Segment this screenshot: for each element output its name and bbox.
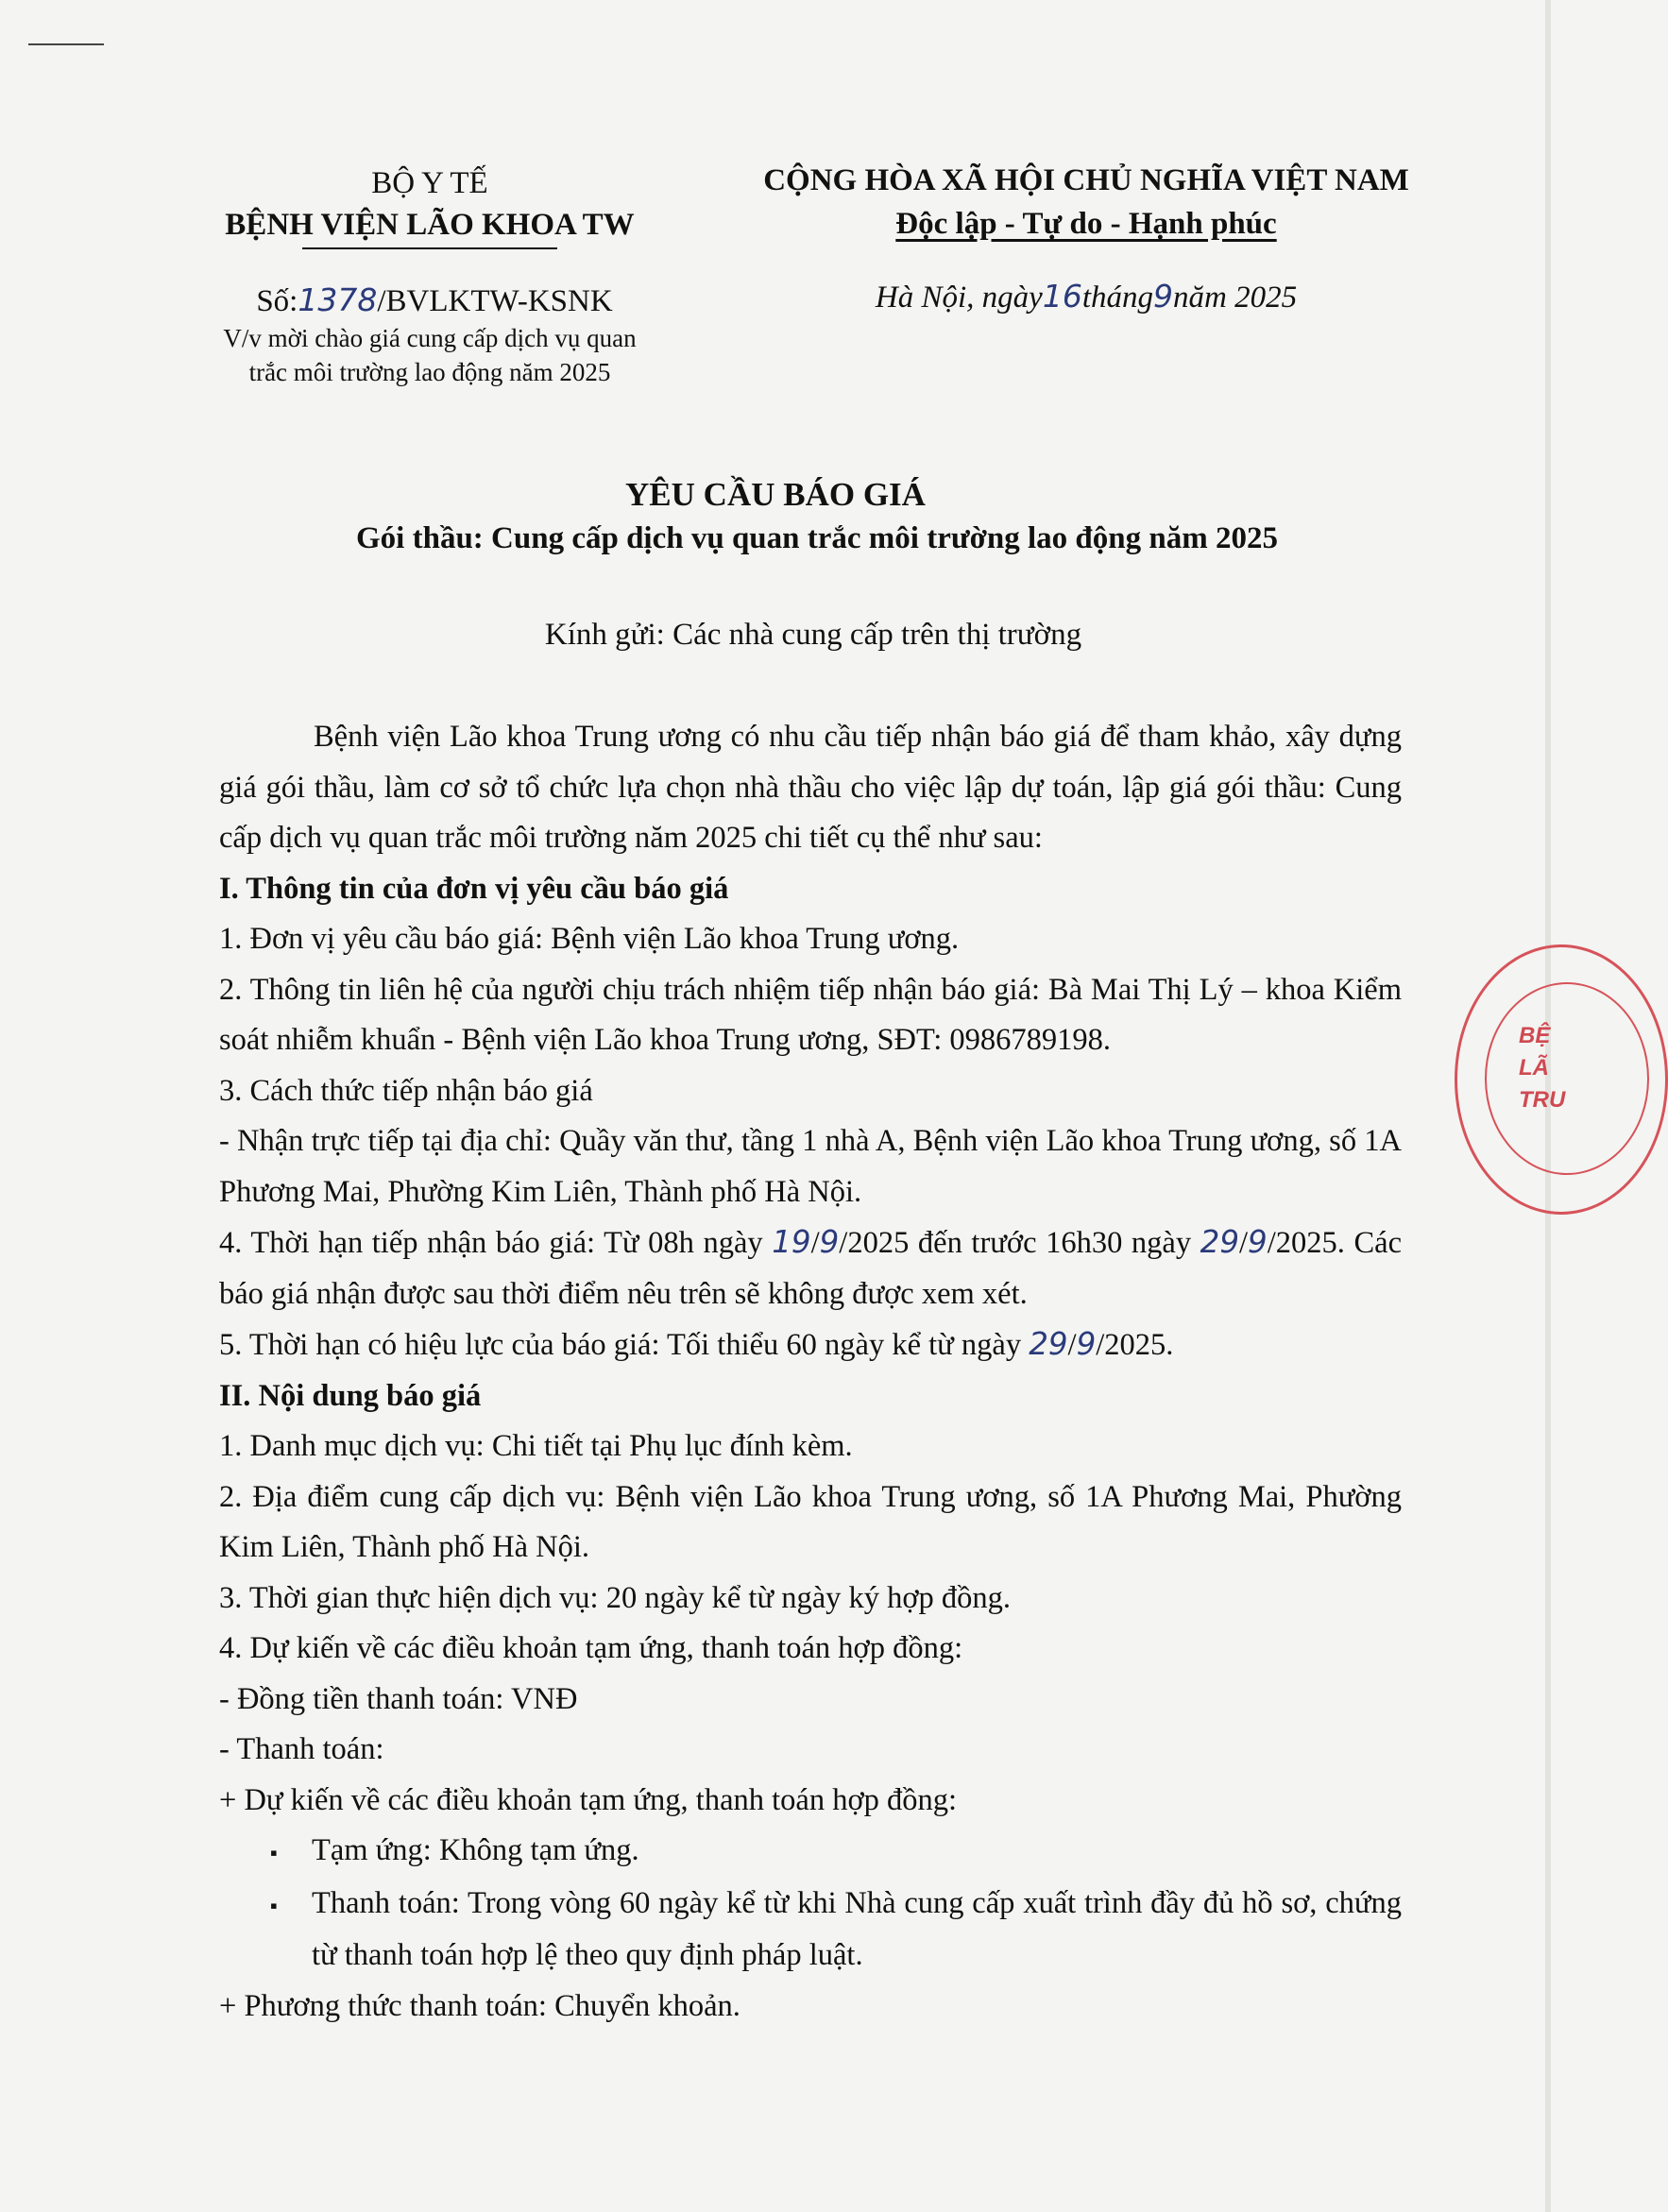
item4-day-2: 29 (1200, 1224, 1240, 1260)
hospital-name: BỆNH VIỆN LÃO KHOA TW (225, 208, 635, 242)
section-2-item-1: 1. Danh mục dịch vụ: Chi tiết tại Phụ lục đính kèm. (219, 1429, 853, 1463)
place-date-prefix: Hà Nội, ngày (875, 281, 1043, 315)
document-title: YÊU CẦU BÁO GIÁ (625, 476, 926, 513)
section-2-item-2: 2. Địa điểm cung cấp dịch vụ: Bệnh viện Lão khoa Trung ương, số 1A Phương Mai, Phường Kim Liên, Thành phố Hà Nội. (219, 1479, 1402, 1564)
docno-suffix: /BVLKTW-KSNK (377, 284, 613, 318)
section-1-item-2: 2. Thông tin liên hệ của người chịu trách nhiệm tiếp nhận báo giá: Bà Mai Thị Lý – khoa Kiểm soát nhiễm khuẩn - Bệnh viện Lão khoa Trung ương, SĐT: 0986789198. (219, 972, 1402, 1057)
item5-month: 9 (1076, 1326, 1097, 1362)
seal-text-line-2: LÃ (1519, 1055, 1549, 1080)
bullet-advance-text: Tạm ứng: Không tạm ứng. (312, 1833, 639, 1867)
item5-text-b: / (1067, 1328, 1077, 1362)
issuing-agency (208, 162, 652, 249)
subject-line-2: trắc môi trường lao động năm 2025 (248, 358, 611, 386)
item4-month-1: 9 (819, 1224, 840, 1260)
docno-handwritten: 1378 (298, 281, 378, 318)
document-subject (208, 321, 652, 389)
section-1-item-5 (219, 1319, 1402, 1371)
document-number (236, 280, 633, 322)
subject-line-1: V/v mời chào giá cung cấp dịch vụ quan (223, 324, 637, 352)
item4-text-b: / (810, 1226, 820, 1260)
section-1-item-4 (219, 1217, 1402, 1319)
place-date (737, 276, 1436, 318)
item4-text-e: / (1239, 1226, 1249, 1260)
section-1-heading: I. Thông tin của đơn vị yêu cầu báo giá (219, 871, 729, 906)
intro-paragraph: Bệnh viện Lão khoa Trung ương có nhu cầu tiếp nhận báo giá để tham khảo, xây dựng giá gói thầu, làm cơ sở tổ chức lựa chọn nhà thầu cho việc lập dự toán, lập giá gói thầu: Cung cấp dịch vụ quan trắc môi trường năm 2025 chi tiết cụ thể như sau: (219, 720, 1402, 855)
day-handwritten: 16 (1042, 278, 1082, 315)
payment-terms: + Dự kiến về các điều khoản tạm ứng, thanh toán hợp đồng: (219, 1782, 958, 1817)
greeting: Kính gửi: Các nhà cung cấp trên thị trường (544, 618, 1082, 652)
package-name: Gói thầu: Cung cấp dịch vụ quan trắc môi trường lao động năm 2025 (356, 521, 1278, 555)
item5-text-c: /2025. (1096, 1328, 1174, 1362)
payment-currency: - Đồng tiền thanh toán: VNĐ (219, 1681, 578, 1716)
country-name: CỘNG HÒA XÃ HỘI CHỦ NGHĨA VIỆT NAM (763, 163, 1409, 197)
payment-label: - Thanh toán: (219, 1732, 384, 1766)
section-2-item-3: 3. Thời gian thực hiện dịch vụ: 20 ngày kể từ ngày ký hợp đồng. (219, 1580, 1012, 1615)
header-underline (302, 247, 557, 249)
item5-text-a: 5. Thời hạn có hiệu lực của báo giá: Tối thiểu 60 ngày kể từ ngày (219, 1328, 1030, 1362)
item4-text-c: /2025 đến trước 16h30 ngày (839, 1226, 1200, 1260)
bullet-icon: ▪ (270, 1893, 278, 1917)
item4-text-f: /2025. Các báo giá nhận được sau thời điểm nêu trên sẽ không được xem xét. (219, 1226, 1402, 1311)
year-label: năm 2025 (1173, 281, 1298, 315)
red-seal-text (1519, 1020, 1566, 1116)
ministry-name: BỘ Y TẾ (371, 166, 488, 200)
document-body (219, 712, 1402, 2032)
seal-text-line-3: TRU (1519, 1087, 1566, 1113)
red-seal-inner-ring (1485, 982, 1649, 1175)
scan-mark (28, 43, 104, 45)
month-label: tháng (1081, 281, 1153, 315)
month-handwritten: 9 (1153, 278, 1173, 315)
item5-day: 29 (1029, 1326, 1068, 1362)
bullet-payment-text: Thanh toán: Trong vòng 60 ngày kể từ khi Nhà cung cấp xuất trình đầy đủ hồ sơ, chứng từ thanh toán hợp lệ theo quy định pháp luật. (312, 1885, 1402, 1972)
seal-text-line-1: BỆ (1519, 1023, 1551, 1048)
item4-day-1: 19 (772, 1224, 811, 1260)
bullet-advance (219, 1826, 1402, 1879)
payment-method: + Phương thức thanh toán: Chuyển khoản. (219, 1988, 740, 2023)
item4-month-2: 9 (1248, 1224, 1268, 1260)
section-1-item-3-detail: - Nhận trực tiếp tại địa chỉ: Quầy văn thư, tầng 1 nhà A, Bệnh viện Lão khoa Trung ương, số 1A Phương Mai, Phường Kim Liên, Thành phố Hà Nội. (219, 1124, 1402, 1209)
docno-prefix: Số: (256, 284, 298, 318)
section-1-item-1: 1. Đơn vị yêu cầu báo giá: Bệnh viện Lão khoa Trung ương. (219, 922, 960, 956)
item4-text-a: 4. Thời hạn tiếp nhận báo giá: Từ 08h ngày (219, 1226, 773, 1260)
bullet-icon: ▪ (270, 1841, 278, 1864)
national-title (737, 159, 1436, 246)
section-2-item-4: 4. Dự kiến về các điều khoản tạm ứng, thanh toán hợp đồng: (219, 1631, 963, 1665)
national-motto: Độc lập - Tự do - Hạnh phúc (895, 207, 1277, 241)
section-2-heading: II. Nội dung báo giá (219, 1378, 482, 1413)
bullet-payment (219, 1879, 1402, 1982)
section-1-item-3: 3. Cách thức tiếp nhận báo giá (219, 1073, 593, 1108)
